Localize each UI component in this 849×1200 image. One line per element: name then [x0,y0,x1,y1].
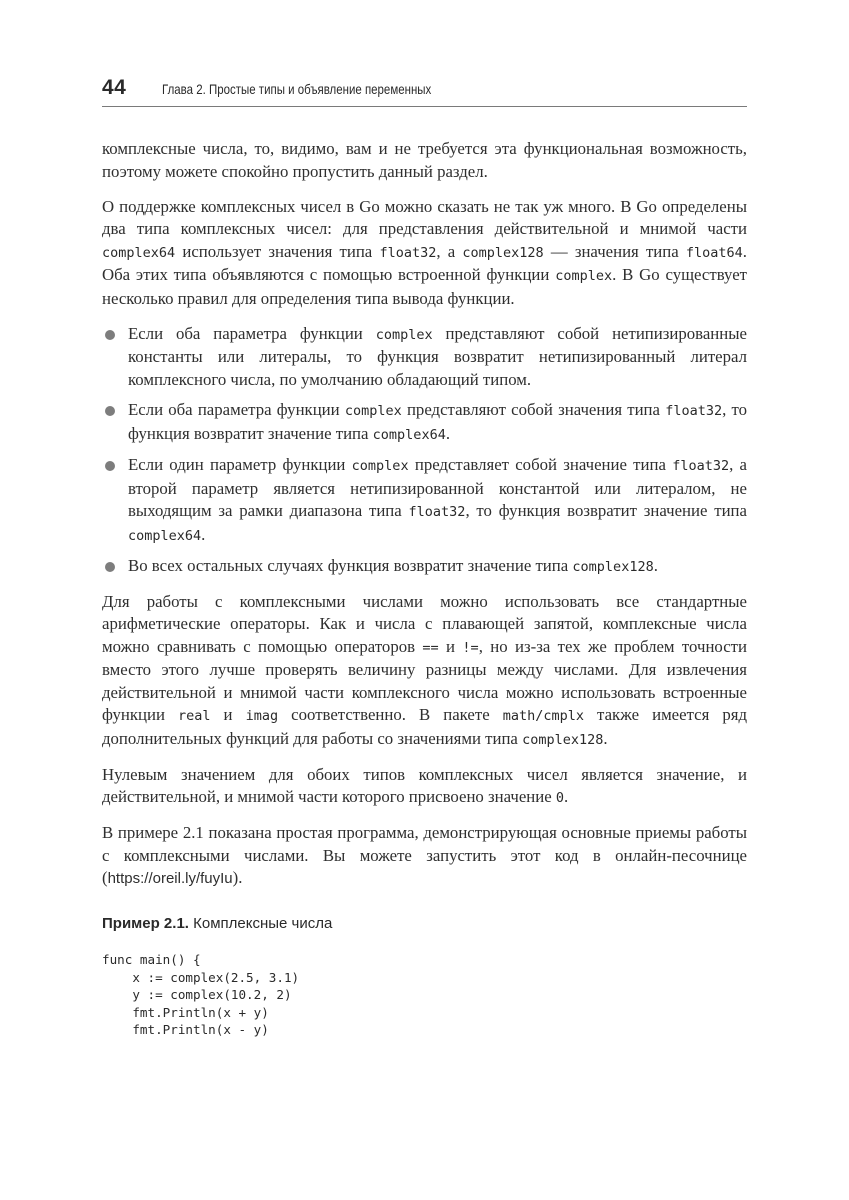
inline-code: real [177,708,211,724]
code-listing [102,951,747,1039]
example-caption [102,913,747,936]
code-line: fmt.Println(x - y) [102,1022,269,1037]
inline-code: float32 [379,244,437,261]
page-number: 44 [102,76,127,99]
list-item [102,454,747,547]
bullet-icon [105,562,115,572]
inline-code: complex64 [102,244,176,261]
chapter-title: Глава 2. Простые типы и объявление переменных [162,81,432,97]
inline-code: == [422,639,439,656]
example-title: Комплексные числа [193,914,333,932]
inline-code: complex [375,326,433,343]
inline-code: complex [351,458,409,474]
paragraph-operators: Для работы с комплексными числами можно использовать все стандартные арифметические операторы. Как и числа с плавающей запятой, комплексные числа можно сравнивать с помощью операторов == и !=, но из-за тех же проблем точности вместо этого лучше проверять величину разницы между числами. Для извлечения действительной и мнимой части комплексного числа можно использовать встроенные функции real и imag соответственно. В пакете math/cmplx также имеется ряд дополнительных функций для работы со значениями типа complex128. [102,591,747,748]
bullet-icon [105,406,115,416]
paragraph-example-intro: В примере 2.1 показана простая программа, демонстрирующая основные приемы работы с комплексными числами. Вы можете запустить этот код в онлайн-песочнице (https://oreil.ly/fuyIu). [102,823,747,887]
inline-code: complex128 [462,244,544,261]
code-line: fmt.Println(x + y) [102,1004,269,1020]
paragraph-zero-value: Нулевым значением для обоих типов комплексных чисел является значение, и действительной, и мнимой части которого присвоено значение 0. [102,764,747,806]
inline-code: float32 [408,504,466,520]
paragraph-complex-types: О поддержке комплексных чисел в Go можно сказать не так уж много. В Go определены два типа комплексных чисел: для представления действительной и мнимой части complex64 использует значения типа float32, а complex128 — значения типа float64. Оба этих типа объявляются с помощью встроенной функции complex. В Go существует несколько правил для определения типа вывода функции. [102,196,747,308]
list-item [102,555,747,579]
list-item-text: Если один параметр функции complex представляет собой значение типа float32, а второй параметр является нетипизированной константой или литералом, не выходящим за рамки диапазона типа float32, то функция возвратит значение типа complex64. [128,455,747,544]
url-link[interactable]: https://oreil.ly/fuyIu [107,870,233,887]
bullet-icon [105,461,115,471]
paragraph-intro: комплексные числа, то, видимо, вам и не требуется эта функциональная возможность, поэтому можете спокойно пропустить данный раздел. [102,139,747,181]
inline-code: float32 [672,458,730,474]
inline-code: math/cmplx [502,708,584,724]
running-header [102,76,747,107]
body-text [102,138,747,1039]
list-item [102,323,747,392]
code-line: x := complex(2.5, 3.1) [102,969,300,985]
inline-code: complex [555,268,613,284]
inline-code: complex64 [372,426,446,443]
inline-code: != [462,639,479,656]
code-line: func main() { [102,952,201,967]
inline-code: float32 [665,403,723,419]
inline-code: complex [344,403,402,419]
inline-code: complex128 [572,559,654,575]
list-item-text: Во всех остальных случаях функция возвратит значение типа complex128. [128,556,658,575]
inline-code: imag [245,708,279,724]
code-line: y := complex(10.2, 2) [102,987,292,1002]
inline-code: complex64 [128,527,202,544]
inline-code: complex128 [522,731,604,748]
list-item-text: Если оба параметра функции complex представляют собой значения типа float32, то функция возвратит значение типа complex64. [128,400,747,443]
inline-code: 0 [555,790,565,806]
inline-code: float64 [685,244,743,261]
example-label: Пример 2.1. [102,914,189,932]
list-item-text: Если оба параметра функции complex представляют собой нетипизированные константы или литералы, то функция возвратит нетипизированный литерал комплексного числа, по умолчанию обладающий типом. [128,323,747,389]
bullet-icon [105,330,115,340]
list-item [102,399,747,446]
rules-list [102,323,747,579]
